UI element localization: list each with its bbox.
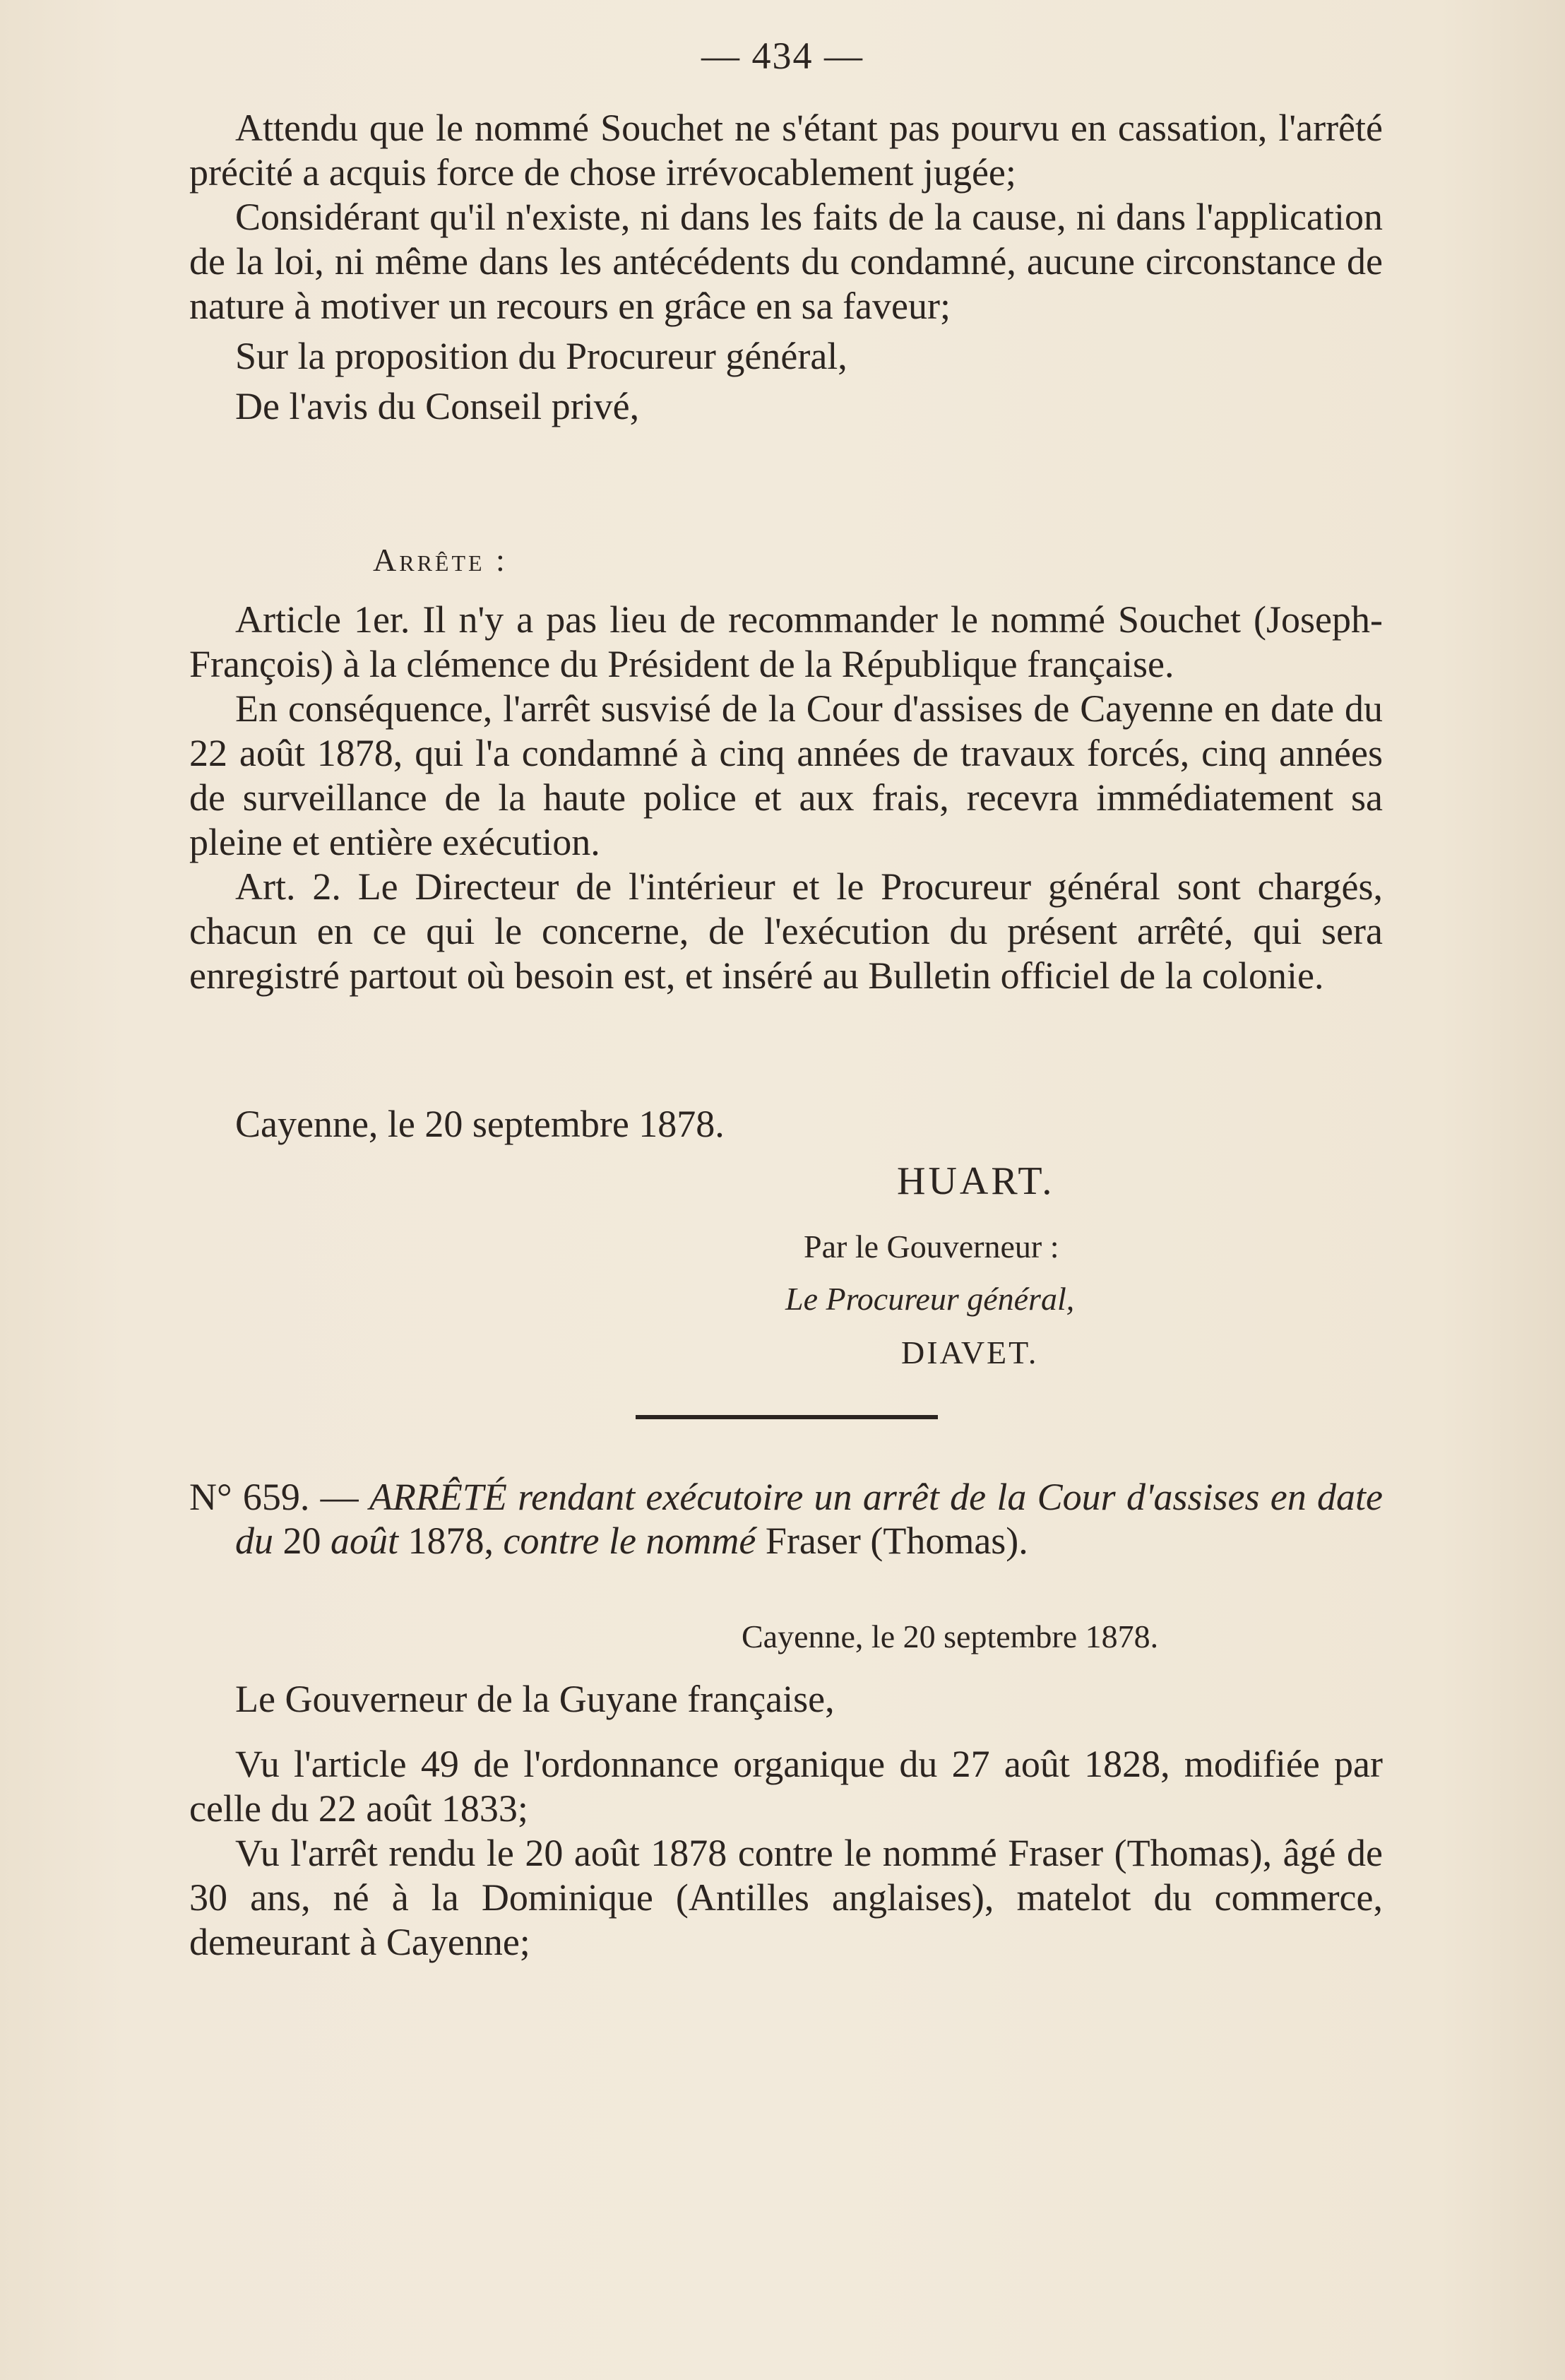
paragraph-proposition: Sur la proposition du Procureur général, <box>235 335 847 377</box>
decree-date-month: août <box>331 1520 399 1562</box>
signature-name: HUART. <box>897 1159 1055 1203</box>
section-divider <box>636 1415 938 1419</box>
decree-title <box>189 1475 1383 1563</box>
date-line: Cayenne, le 20 septembre 1878. <box>235 1103 725 1145</box>
decree-date-day: 20 <box>282 1520 321 1562</box>
page-number: — 434 — <box>701 35 864 77</box>
paragraph-considerant: Considérant qu'il n'existe, ni dans les faits de la cause, ni dans l'application de la loi, ni même dans les antécédents du condamné, aucune circonstance de nature à motiver un recours en grâce en sa faveur; <box>189 196 1383 327</box>
decree-date-line: Cayenne, le 20 septembre 1878. <box>742 1618 1159 1654</box>
visas-block <box>189 1742 1383 1965</box>
visa-ordonnance: Vu l'article 49 de l'ordonnance organique du 27 août 1828, modifiée par celle du 22 août 1833; <box>189 1743 1383 1830</box>
decree-title-block <box>189 1475 1383 1563</box>
article-2: Art. 2. Le Directeur de l'intérieur et le Procureur général sont chargés, chacun en ce qui le concerne, de l'exécution du présent arrêté, qui sera enregistré partout où besoin est, et inséré au Bulletin officiel de la colonie. <box>189 865 1383 997</box>
considerations-block <box>189 106 1383 429</box>
decree-date-year: 1878, <box>407 1520 494 1562</box>
signature-role: Le Procureur général, <box>785 1281 1075 1317</box>
articles-block <box>189 598 1383 998</box>
paragraph-consequence: En conséquence, l'arrêt susvisé de la Cour d'assises de Cayenne en date du 22 août 1878, qui l'a condamné à cinq années de travaux forcés, cinq années de surveillance de la haute police et aux frais, recevra immédiatement sa pleine et entière exécution. <box>189 687 1383 863</box>
signature-by: Par le Gouverneur : <box>804 1229 1059 1265</box>
article-1: Article 1er. Il n'y a pas lieu de recommander le nommé Souchet (Joseph-François) à la clémence du Président de la République française. <box>189 598 1383 685</box>
decree-title-text: ARRÊTÉ rendant exécutoire un arrêt de la Cour d'assises en date du <box>235 1476 1383 1562</box>
paragraph-attendu: Attendu que le nommé Souchet ne s'étant pas pourvu en cassation, l'arrêté précité a acquis force de chose irrévocablement jugée; <box>189 107 1383 194</box>
arrete-heading: Arrête : <box>373 542 508 578</box>
decree-against: contre le nommé <box>503 1520 756 1562</box>
signature-name-2: DIAVET. <box>901 1334 1039 1370</box>
decree-number: N° 659. — <box>189 1476 359 1518</box>
gouverneur-line: Le Gouverneur de la Guyane française, <box>235 1678 835 1720</box>
visa-arret: Vu l'arrêt rendu le 20 août 1878 contre le nommé Fraser (Thomas), âgé de 30 ans, né à la Dominique (Antilles anglaises), matelot du commerce, demeurant à Cayenne; <box>189 1832 1383 1963</box>
gouverneur-block <box>189 1677 1383 1722</box>
paragraph-avis: De l'avis du Conseil privé, <box>235 385 640 427</box>
decree-person: Fraser (Thomas). <box>765 1520 1028 1562</box>
